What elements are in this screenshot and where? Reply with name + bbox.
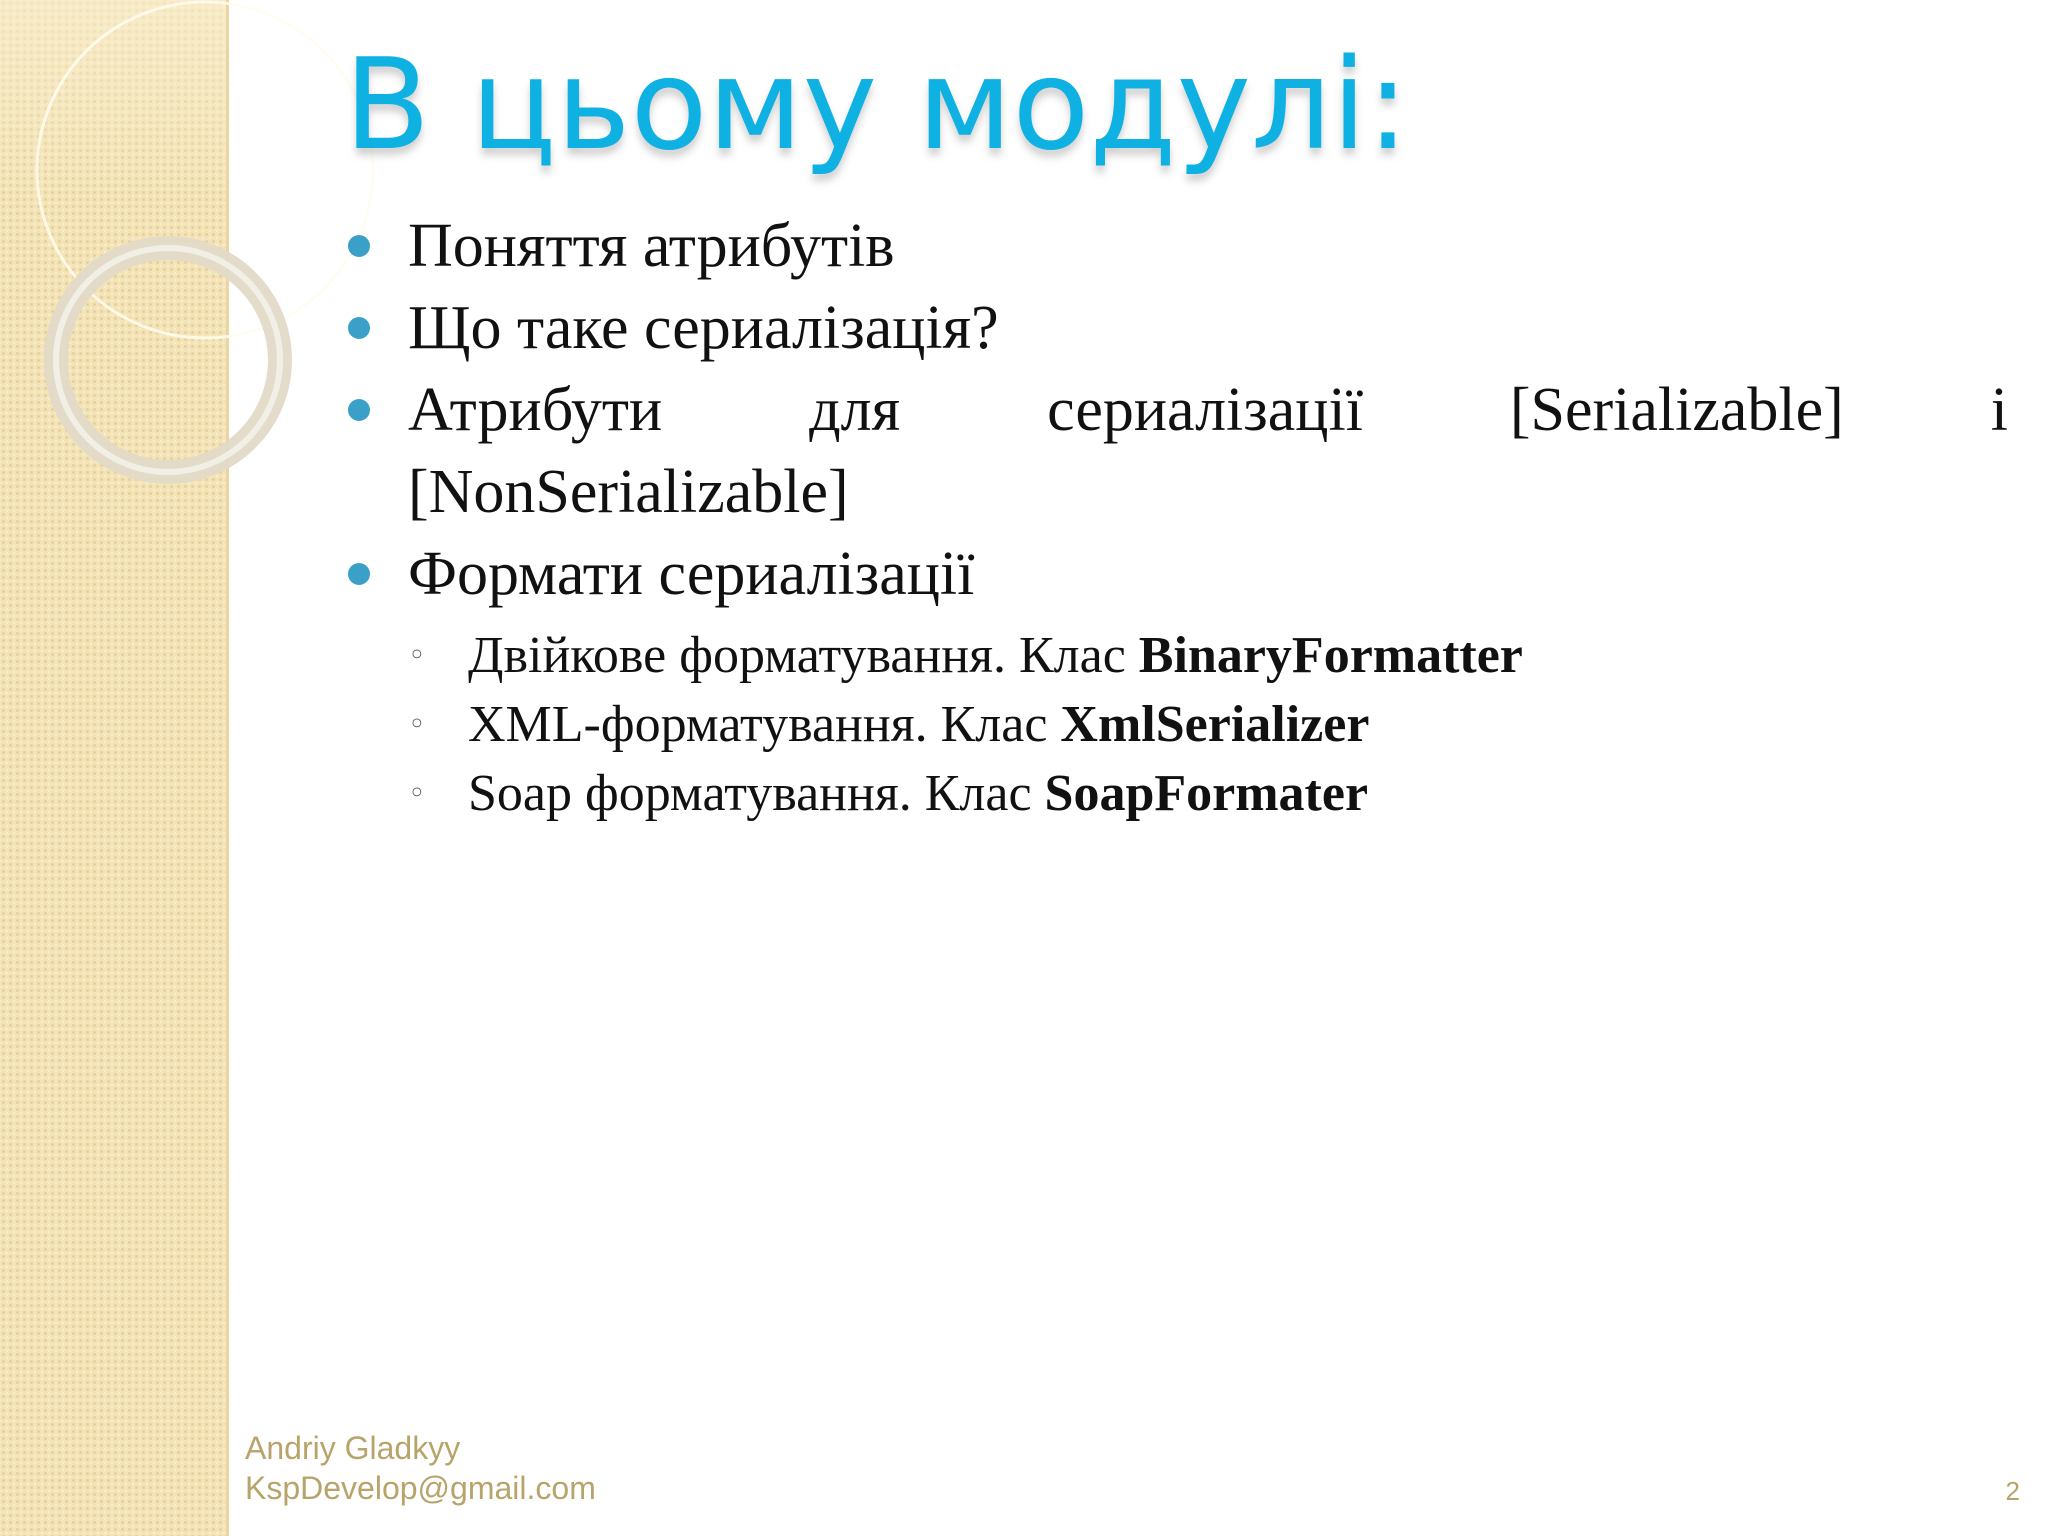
bullet-item — [344, 287, 1964, 369]
bullet-dot-icon — [348, 317, 370, 339]
sub-bullet-item — [408, 690, 1964, 759]
bullet-word: для — [809, 376, 901, 444]
class-name: BinaryFormatter — [1138, 627, 1523, 684]
footer-email: KspDevelop@gmail.com — [245, 1470, 596, 1506]
bullet-list — [344, 205, 2008, 828]
medium-ring-highlight — [56, 248, 280, 472]
hollow-circle-icon: ◦ — [408, 707, 426, 742]
sub-bullet-item — [408, 759, 1964, 828]
hollow-circle-icon: ◦ — [408, 776, 426, 811]
bullet-word: [Serializable] — [1509, 376, 1844, 444]
justified-line — [408, 369, 2008, 451]
class-name: SoapFormater — [1044, 765, 1369, 822]
bullet-item — [344, 369, 2008, 533]
bullet-text: Поняття атрибутів — [408, 212, 895, 280]
slide-title: В цьому модулі: — [344, 31, 1410, 178]
footer-author: Andriy Gladkyy — [245, 1430, 461, 1466]
bullet-continuation: [NonSerializable] — [408, 458, 849, 526]
bullet-word: і — [1990, 376, 2008, 444]
bullet-item — [344, 205, 1964, 287]
decorative-rings — [0, 0, 320, 520]
sub-bullet-list — [408, 621, 1964, 828]
bullet-text: Що таке сериалізація? — [408, 294, 999, 362]
sub-bullet-text: Soap форматування. Клас — [468, 765, 1045, 822]
page-number: 2 — [2005, 1476, 2020, 1506]
bullet-word: Атрибути — [408, 376, 663, 444]
bullet-dot-icon — [348, 235, 370, 257]
sub-bullet-item — [408, 621, 1964, 690]
bullet-dot-icon — [348, 399, 370, 421]
bullet-word: сериалізації — [1047, 376, 1363, 444]
sub-bullet-text: Двійкове форматування. Клас — [468, 627, 1139, 684]
bullet-text: Формати сериалізації — [408, 540, 975, 608]
sub-bullet-text: XML-форматування. Клас — [468, 696, 1061, 753]
hollow-circle-icon: ◦ — [408, 638, 426, 673]
class-name: XmlSerializer — [1060, 696, 1370, 753]
bullet-item — [344, 533, 1964, 828]
bullet-dot-icon — [348, 563, 370, 585]
